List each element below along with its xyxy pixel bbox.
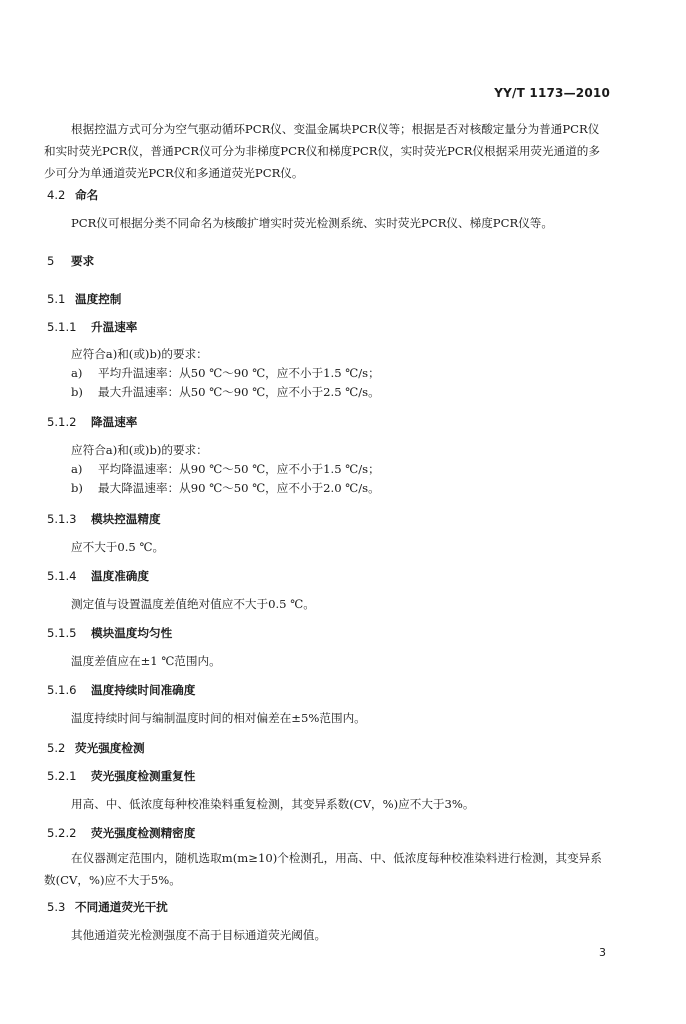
section-text-5-1-4: 测定值与设置温度差值绝对值应不大于0.5 ℃。 <box>71 597 315 611</box>
section-number: 5.1.6 <box>47 683 77 697</box>
requirement-lead: 应符合a)和(或)b)的要求： <box>71 347 208 361</box>
section-title: 温度控制 <box>75 292 122 306</box>
section-title: 荧光强度检测重复性 <box>91 769 196 783</box>
list-item-text: 最大升温速率：从50 ℃～90 ℃，应不小于2.5 ℃/s。 <box>98 385 380 399</box>
section-number: 5.2 <box>47 741 66 755</box>
section-number: 5.2.2 <box>47 826 77 840</box>
section-heading-5-1-1 <box>47 318 137 336</box>
section-heading-5-2 <box>47 739 145 757</box>
page-number: 3 <box>599 946 606 959</box>
section-title: 荧光强度检测精密度 <box>91 826 196 840</box>
list-item-text: 平均升温速率：从50 ℃～90 ℃，应不小于1.5 ℃/s； <box>98 366 380 380</box>
section-title: 降温速率 <box>91 415 138 429</box>
section-title: 命名 <box>75 188 99 202</box>
section-heading-5-1-2 <box>47 413 137 431</box>
section-number: 5.1.2 <box>47 415 77 429</box>
list-item-label: a) <box>71 366 83 380</box>
section-text-5-1-3: 应不大于0.5 ℃。 <box>71 540 165 554</box>
section-text-5-1-5: 温度差值应在±1 ℃范围内。 <box>71 654 221 668</box>
list-item <box>71 479 380 497</box>
list-item-text: 最大降温速率：从90 ℃～50 ℃，应不小于2.0 ℃/s。 <box>98 481 380 495</box>
intro-paragraph: 根据控温方式可分为空气驱动循环PCR仪、变温金属块PCR仪等；根据是否对核酸定量分为普通PCR仪和实时荧光PCR仪，普通PCR仪可分为非梯度PCR仪和梯度PCR仪，实时荧光PCR仪根据采用荧光通道的多少可分为单通道荧光PCR仪和多通道荧光PCR仪。 <box>44 122 600 180</box>
standard-number: YY/T 1173—2010 <box>494 86 610 100</box>
section-text-5-2-1: 用高、中、低浓度每种校准染料重复检测，其变异系数(CV，%)应不大于3%。 <box>71 797 475 811</box>
section-number: 4.2 <box>47 188 66 202</box>
section-text-4-2: PCR仪可根据分类不同命名为核酸扩增实时荧光检测系统、实时荧光PCR仪、梯度PCR仪等。 <box>71 216 553 230</box>
section-heading-5-1-6 <box>47 681 195 699</box>
section-heading-5-2-1 <box>47 767 195 785</box>
list-item <box>71 460 380 478</box>
section-text-5-2-2: 在仪器测定范围内，随机选取m(m≥10)个检测孔，用高、中、低浓度每种校准染料进行检测，其变异系数(CV，%)应不大于5%。 <box>44 851 602 887</box>
section-heading-5 <box>47 252 94 270</box>
section-title: 不同通道荧光干扰 <box>75 900 168 914</box>
section-heading-5-1-5 <box>47 624 172 642</box>
requirement-lead: 应符合a)和(或)b)的要求： <box>71 443 208 457</box>
section-number: 5.1.3 <box>47 512 77 526</box>
list-item-text: 平均降温速率：从90 ℃～50 ℃，应不小于1.5 ℃/s； <box>98 462 380 476</box>
section-text-5-3: 其他通道荧光检测强度不高于目标通道荧光阈值。 <box>71 928 327 942</box>
section-title: 升温速率 <box>91 320 138 334</box>
list-item-label: a) <box>71 462 83 476</box>
section-title: 温度持续时间准确度 <box>91 683 196 697</box>
list-item-label: b) <box>71 385 83 399</box>
section-heading-5-1-3 <box>47 510 161 528</box>
section-title: 温度准确度 <box>91 569 149 583</box>
section-heading-4-2 <box>47 186 98 204</box>
section-number: 5.3 <box>47 900 66 914</box>
section-number: 5.1.4 <box>47 569 77 583</box>
section-title: 要求 <box>71 254 95 268</box>
section-heading-5-1-4 <box>47 567 149 585</box>
section-number: 5.2.1 <box>47 769 77 783</box>
section-text-5-1-6: 温度持续时间与编制温度时间的相对偏差在±5%范围内。 <box>71 711 366 725</box>
list-item-label: b) <box>71 481 83 495</box>
section-title: 模块控温精度 <box>91 512 161 526</box>
section-heading-5-3 <box>47 898 168 916</box>
section-title: 模块温度均匀性 <box>91 626 173 640</box>
section-heading-5-2-2 <box>47 824 195 842</box>
list-item <box>71 364 380 382</box>
section-number: 5.1.5 <box>47 626 77 640</box>
section-number: 5 <box>47 254 55 268</box>
section-title: 荧光强度检测 <box>75 741 145 755</box>
section-number: 5.1 <box>47 292 66 306</box>
list-item <box>71 383 380 401</box>
section-heading-5-1 <box>47 290 121 308</box>
section-number: 5.1.1 <box>47 320 77 334</box>
